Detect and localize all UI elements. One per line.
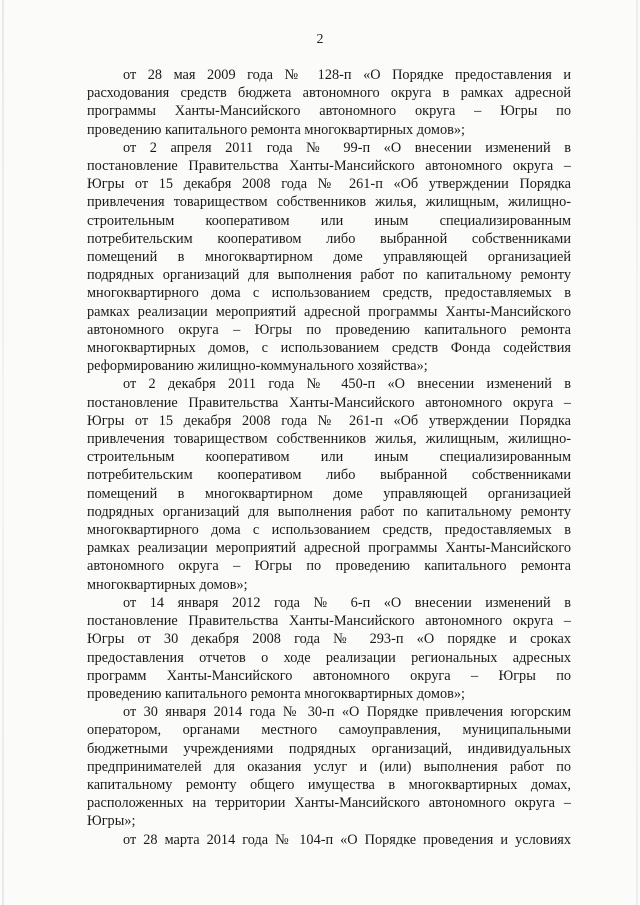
paragraph <box>87 139 571 376</box>
text-line: реформированию жилищно-коммунального хозяйства»; <box>87 358 428 375</box>
text-line: помещений в многоквартирном доме управляющей организацией <box>87 485 571 502</box>
paragraph <box>87 594 571 703</box>
scan-edge-left <box>2 0 4 905</box>
text-line: многоквартирных домов, с использованием средств Фонда содействия <box>87 340 571 357</box>
paragraph <box>87 375 571 593</box>
text-line: от 2 апреля 2011 года № 99-п «О внесении изменений в <box>123 139 571 156</box>
text-line: рамках реализации мероприятий адресной программы Ханты-Мансийского <box>87 303 571 320</box>
text-line: программ Ханты-Мансийского автономного округа – Югры по <box>87 667 571 684</box>
text-line: постановление Правительства Ханты-Мансийского автономного округа – <box>87 158 571 175</box>
text-line: автономного округа – Югры по проведению капитального ремонта <box>87 558 571 575</box>
text-line: оператором, органами местного самоуправления, муниципальными <box>87 722 571 739</box>
paragraph <box>87 703 571 830</box>
page-number: 2 <box>316 32 324 47</box>
text-line: строительным кооперативом или иным специализированным <box>87 212 571 229</box>
text-line: Югры от 15 декабря 2008 года № 261-п «Об утверждении Порядка <box>87 176 571 193</box>
text-line: Югры от 15 декабря 2008 года № 261-п «Об утверждении Порядка <box>87 412 571 429</box>
text-line: от 30 января 2014 года № 30-п «О Порядке привлечения югорским <box>123 704 571 721</box>
text-line: капитальному ремонту общего имущества в многоквартирных домах, <box>87 776 571 793</box>
text-line: подрядных организаций для выполнения работ по капитальному ремонту <box>87 267 571 284</box>
text-line: предоставления отчетов о ходе реализации региональных адресных <box>87 649 571 666</box>
text-line: Югры от 30 декабря 2008 года № 293-п «О порядке и сроках <box>87 631 571 648</box>
text-line: предпринимателей для оказания услуг и (или) выполнения работ по <box>87 758 571 775</box>
text-line: от 28 мая 2009 года № 128-п «О Порядке предоставления и <box>123 67 571 83</box>
text-line: постановление Правительства Ханты-Мансийского автономного округа – <box>87 613 571 630</box>
text-line: потребительским кооперативом либо выбранной собственниками <box>87 467 571 484</box>
text-line: от 14 января 2012 года № 6-п «О внесении изменений в <box>123 594 571 611</box>
text-line: программы Ханты-Мансийского автономного округа – Югры по <box>87 103 571 120</box>
document-body <box>87 66 571 849</box>
text-line: многоквартирного дома с использованием средств, предоставляемых в <box>87 285 571 302</box>
paragraph <box>87 66 571 139</box>
text-line: расположенных на территории Ханты-Мансийского автономного округа – <box>87 795 571 812</box>
text-line: автономного округа – Югры по проведению капитального ремонта <box>87 321 571 338</box>
text-line: привлечения товариществом собственников жилья, жилищным, жилищно- <box>87 194 571 211</box>
text-line: подрядных организаций для выполнения работ по капитальному ремонту <box>87 503 571 520</box>
text-line: рамках реализации мероприятий адресной программы Ханты-Мансийского <box>87 540 571 557</box>
text-line: многоквартирного дома с использованием средств, предоставляемых в <box>87 522 571 539</box>
text-line: от 2 декабря 2011 года № 450-п «О внесении изменений в <box>123 376 571 393</box>
paragraph <box>87 831 571 849</box>
text-line: строительным кооперативом или иным специализированным <box>87 449 571 466</box>
text-line: потребительским кооперативом либо выбранной собственниками <box>87 230 571 247</box>
text-line: привлечения товариществом собственников жилья, жилищным, жилищно- <box>87 431 571 448</box>
text-line: Югры»; <box>87 813 136 830</box>
text-line: бюджетными учреждениями подрядных организаций, индивидуальных <box>87 740 571 757</box>
text-line: проведению капитального ремонта многоквартирных домов»; <box>87 685 465 702</box>
scan-edge-right <box>636 0 638 905</box>
text-line: многоквартирных домов»; <box>87 576 248 593</box>
text-line: помещений в многоквартирном доме управляющей организацией <box>87 249 571 266</box>
text-line: от 28 марта 2014 года № 104-п «О Порядке проведения и условиях <box>123 831 571 848</box>
text-line: расходования средств бюджета автономного округа в рамках адресной <box>87 85 571 102</box>
text-line: постановление Правительства Ханты-Мансийского автономного округа – <box>87 394 571 411</box>
text-line: проведению капитального ремонта многоквартирных домов»; <box>87 121 465 138</box>
